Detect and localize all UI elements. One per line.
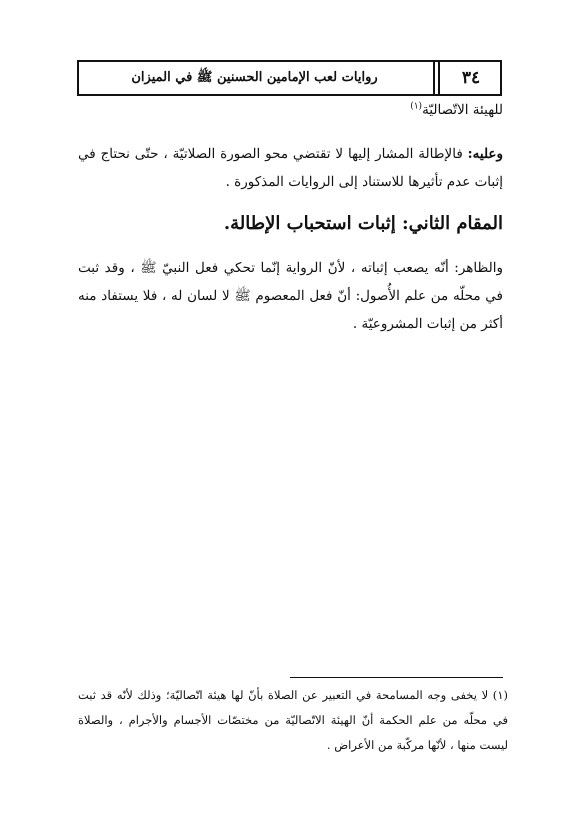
header-divider	[433, 60, 435, 96]
running-title: روايات لعب الإمامين الحسنين ﷺ في الميزان	[131, 70, 378, 85]
section-heading: المقام الثاني: إثبات استحباب الإطالة.	[223, 213, 503, 234]
page-number: ٣٤	[461, 68, 481, 88]
paragraph-2-text: فالإطالة المشار إليها لا تقتضي محو الصورة الصلاتيّة ، حتّى نحتاج في إثبات عدم تأثيرها للاستناد إلى الروايات المذكورة .	[78, 146, 503, 190]
paragraph-1-text: للهيئة الاتّصاليّة	[422, 102, 503, 118]
running-header	[77, 60, 502, 96]
footnote-reference: (١)	[410, 101, 423, 112]
footnote-separator	[290, 677, 503, 678]
paragraph-1	[78, 96, 503, 124]
paragraph-3: والظاهر: أنّه يصعب إثباته ، لأنّ الرواية إنّما تحكي فعل النبيّ ﷺ ، وقد ثبت في محلّه من علم الأُصول: أنّ فعل المعصوم ﷺ لا لسان له ، فلا يستفاد منه أكثر من إثبات المشروعيّة .	[78, 260, 503, 332]
footnote: (١) لا يخفى وجه المسامحة في التعبير عن الصلاة بأنّ لها هيئة اتّصاليّة؛ وذلك لأنّه قد ثبت في محلّه من علم الحكمة أنّ الهيئة الاتّصاليّة من مختصّات الأجسام والأجرام ، والصلاة ليست منها ، لأنّها مركّبة من الأعراض .	[78, 688, 508, 752]
paragraph-2	[78, 140, 503, 196]
paragraph-2-lead: وعليه:	[467, 146, 503, 162]
